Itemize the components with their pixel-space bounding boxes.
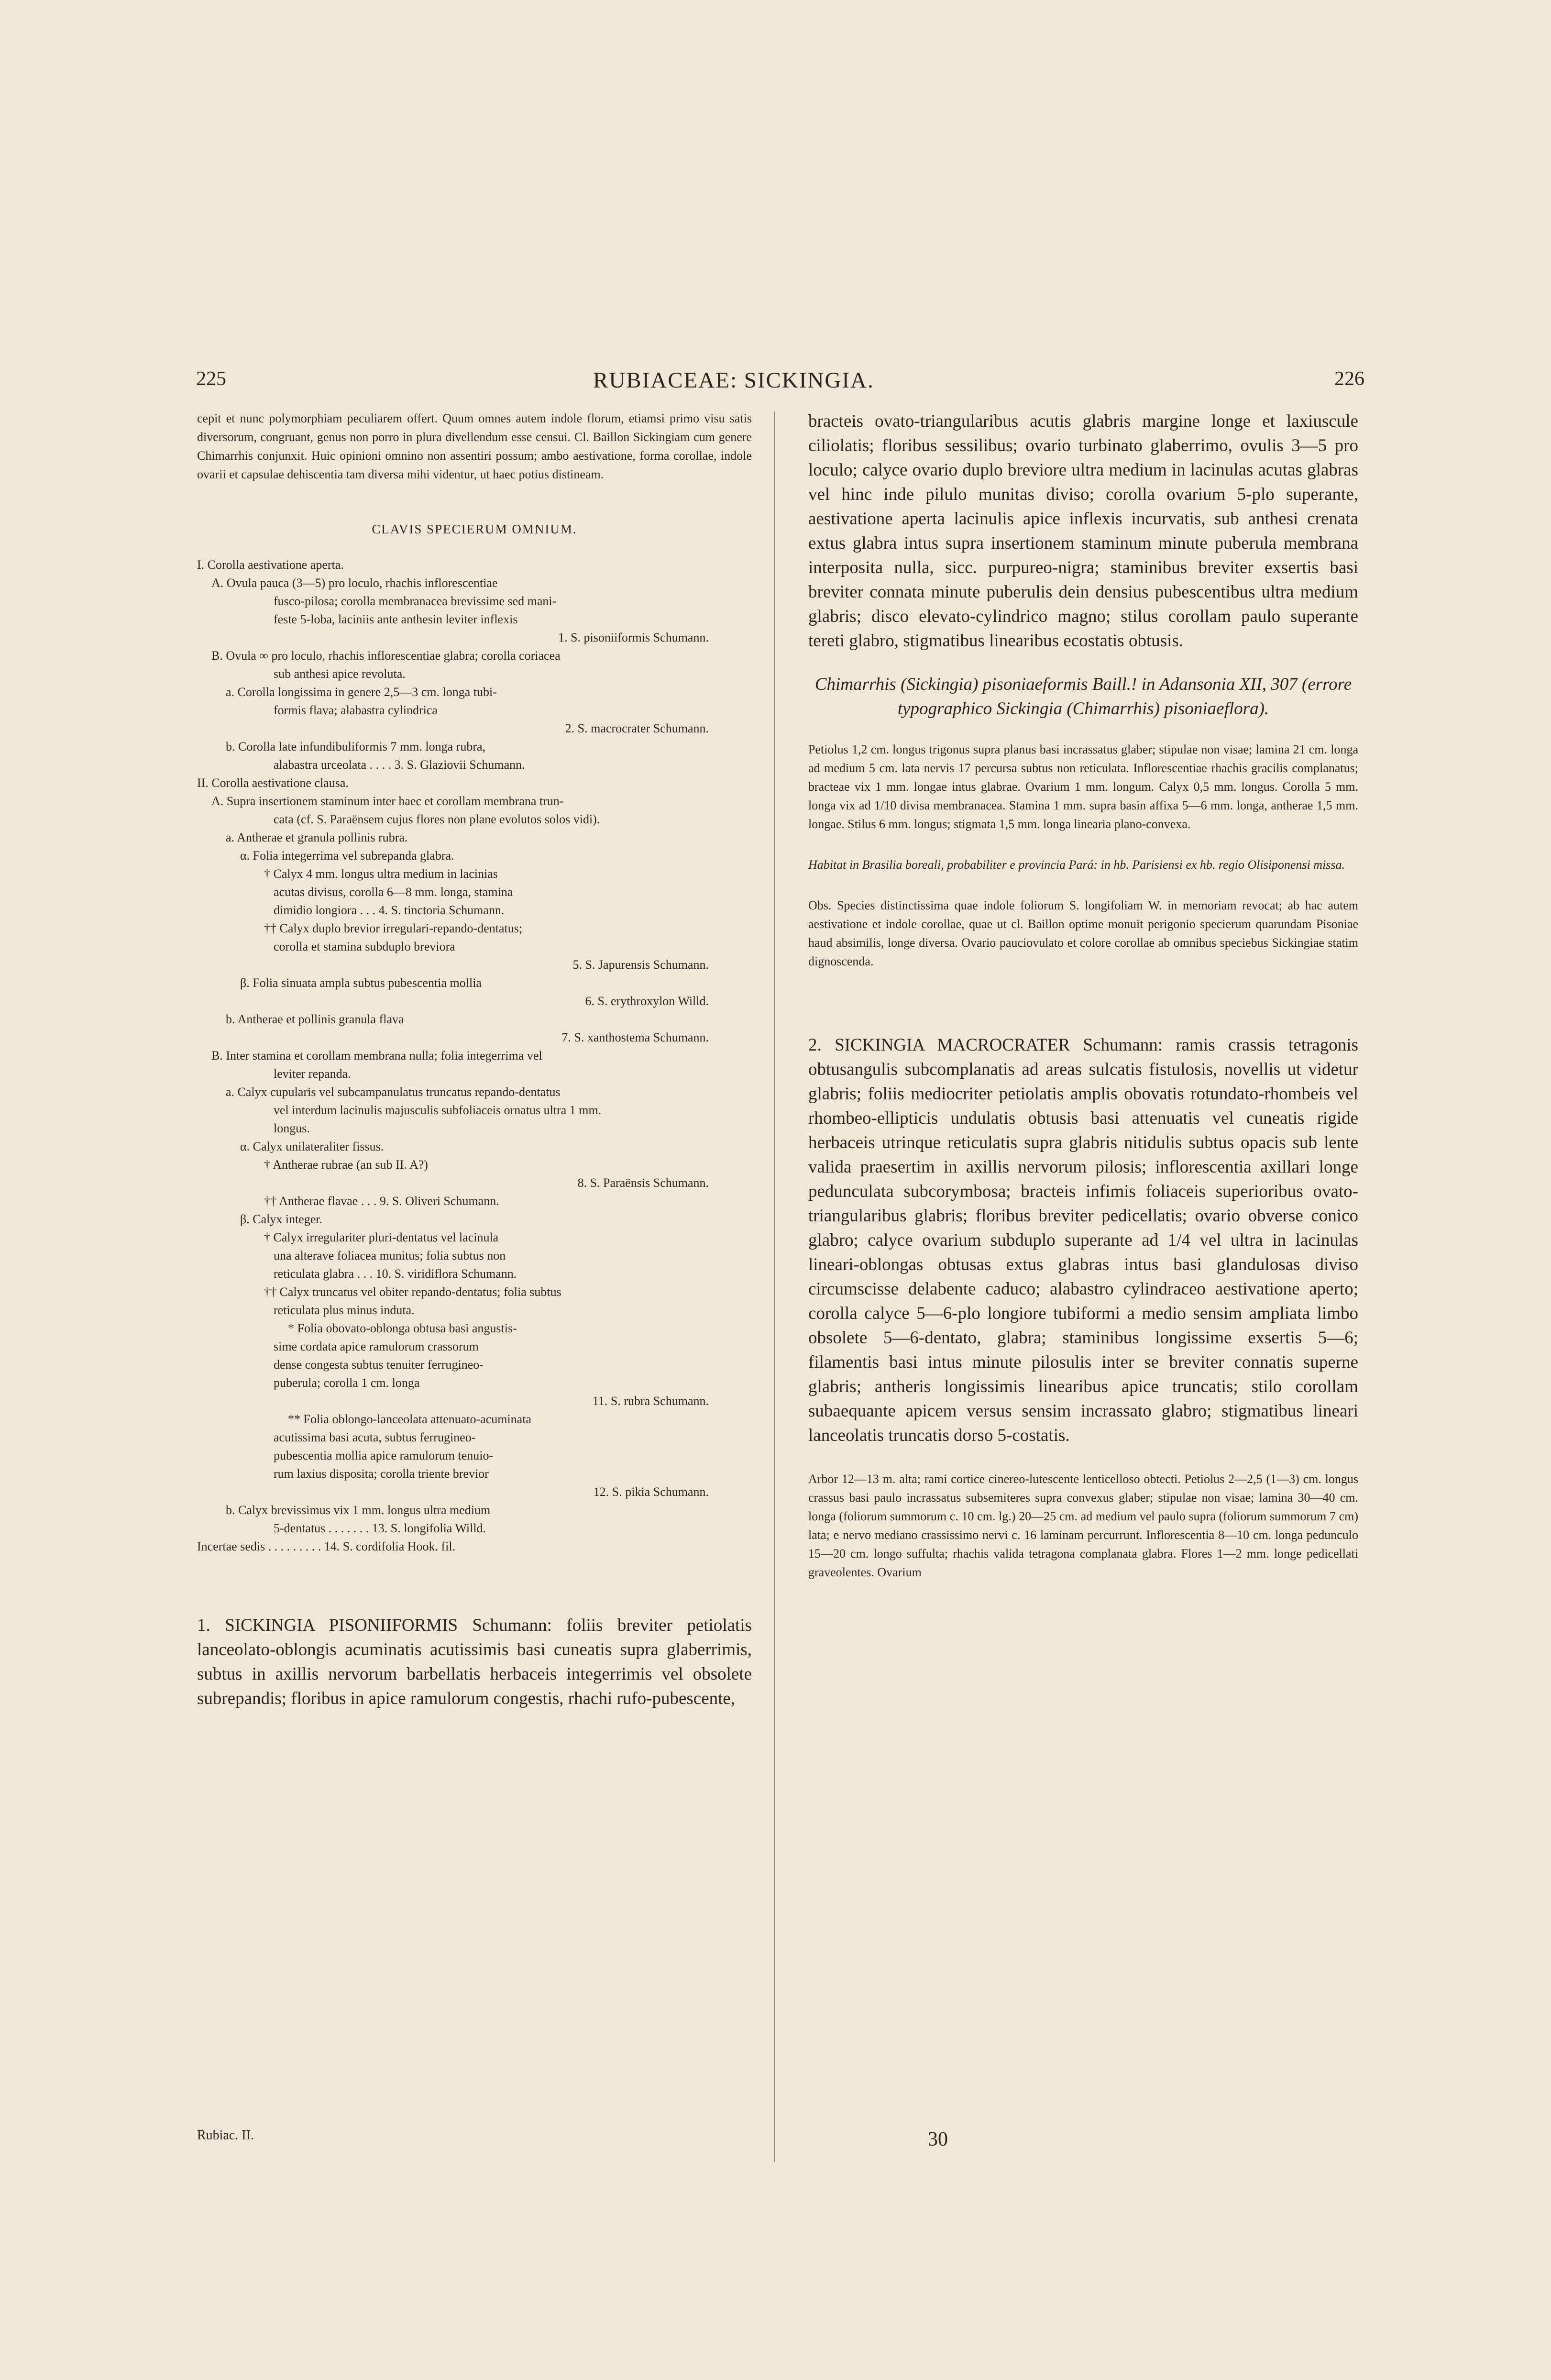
key-line: 6. S. erythroxylon Willd.: [585, 994, 709, 1008]
key-line: B. Ovula ∞ pro loculo, rhachis inflorescentiae glabra; corolla coriacea: [211, 649, 561, 663]
key-line: acutissima basi acuta, subtus ferrugineo-: [274, 1430, 476, 1444]
key-line: †† Calyx truncatus vel obiter repando-dentatus; folia subtus: [264, 1285, 561, 1299]
key-line: dimidio longiora . . . 4. S. tinctoria Schumann.: [274, 903, 505, 917]
key-line: reticulata glabra . . . 10. S. viridiflora Schumann.: [274, 1267, 517, 1281]
key-line: longus.: [274, 1121, 310, 1135]
left-column: [197, 409, 752, 1711]
key-line: dense congesta subtus tenuiter ferrugineo-: [274, 1358, 484, 1372]
column-divider: [774, 411, 775, 2162]
key-line: β. Folia sinuata ampla subtus pubescentia mollia: [240, 976, 482, 990]
key-line: fusco-pilosa; corolla membranacea brevissime sed mani-: [274, 594, 557, 608]
key-line: † Calyx irregulariter pluri-dentatus vel lacinula: [264, 1230, 499, 1244]
key-line: 1. S. pisoniiformis Schumann.: [558, 631, 709, 644]
key-line: B. Inter stamina et corollam membrana nulla; folia integerrima vel: [211, 1049, 542, 1063]
running-title: RUBIACEAE: SICKINGIA.: [593, 368, 874, 393]
intro-paragraph: cepit et nunc polymorphiam peculiarem offert. Quum omnes autem indole florum, etiamsi primo visu satis diversorum, congruant, genus non porro in plura divellendum esse censui. Cl. Baillon Sickingiam cum genere Chimarrhis conjunxit. Huic opinioni omnino non assentiri possum; ambo aestivatione, forma corollae, indole ovarii et capsulae dehiscentia tam diversa mihi videntur, ut haec potius distineam.: [197, 411, 752, 481]
species-1-description: 1. SICKINGIA PISONIIFORMIS Schumann: foliis breviter petiolatis lanceolato-oblongis acuminatis acutissimis basi cuneatis supra glaberrimis, subtus in axillis nervorum barbellatis herbaceis integerrimis vel obsolete subrepandis; floribus in apice ramulorum congestis, rhachi rufo-pubescente,: [197, 1616, 752, 1708]
key-line: 5. S. Japurensis Schumann.: [572, 958, 709, 972]
key-line: A. Ovula pauca (3—5) pro loculo, rhachis inflorescentiae: [211, 576, 498, 590]
key-line: 7. S. xanthostema Schumann.: [561, 1030, 709, 1044]
page-header: [0, 0, 1551, 431]
key-line: b. Calyx brevissimus vix 1 mm. longus ultra medium: [226, 1503, 491, 1517]
key-line: 2. S. macrocrater Schumann.: [565, 721, 709, 735]
key-line: Incertae sedis . . . . . . . . . 14. S. cordifolia Hook. fil.: [197, 1539, 456, 1553]
key-line: A. Supra insertionem staminum inter haec et corollam membrana trun-: [211, 794, 564, 808]
key-line: α. Folia integerrima vel subrepanda glabra.: [240, 849, 454, 863]
key-line: 11. S. rubra Schumann.: [592, 1394, 709, 1408]
key-line: †† Calyx duplo brevior irregulari-repando-dentatus;: [264, 921, 523, 935]
key-line: alabastra urceolata . . . . 3. S. Glaziovii Schumann.: [274, 758, 525, 772]
key-line: vel interdum lacinulis majusculis subfoliaceis ornatus ultra 1 mm.: [274, 1103, 602, 1117]
key-line: II. Corolla aestivatione clausa.: [197, 776, 349, 790]
species-1-measurements: Petiolus 1,2 cm. longus trigonus supra planus basi incrassatus glaber; stipulae non visae; lamina 21 cm. longa ad medium 5 cm. lata nervis 17 percursa subtus non reticulata. Inflorescentiae rhachis gracilis complanatus; bracteae vix 1 mm. longae intus glabrae. Ovarium 1 mm. longum. Calyx 0,5 mm. longus. Corolla 5 mm. longa vix ad 1/10 divisa membranacea. Stamina 1 mm. supra basin affixa 5—6 mm. longa, antherae 1,5 mm. longae. Stilus 6 mm. longus; stigmata 1,5 mm. longa linearia plano-convexa.: [808, 742, 1358, 831]
species-1-continuation: bracteis ovato-triangularibus acutis glabris margine longe et laxiuscule ciliolatis; floribus sessilibus; ovario turbinato glaberrimo, ovulis 3—5 pro loculo; calyce ovario duplo breviore ultra medium in lacinulas acutas glabras vel hinc inde pilulo munitas diviso; corolla ovarium 5-plo superante, aestivatione aperta lacinulis apice inflexis incurvatis, sub anthesi crenata extus glabra intus supra insertionem staminum minute puberula membrana interposita nulla, sicc. purpureo-nigra; staminibus breviter exsertis basi breviter connata minute puberulis dein densius pubescentibus ultra medium glabris; disco elevato-cylindrico magno; stilus corollam paulo superante tereti glabro, stigmatibus linearibus ecostatis obtusis.: [808, 411, 1358, 651]
species-2-description: 2. SICKINGIA MACROCRATER Schumann: ramis crassis tetragonis obtusangulis subcomplanatis ad areas sulcatis fistulosis, novellis ut videtur glabris; foliis mediocriter petiolatis amplis obovatis rotundato-rhombeis vel rhombeo-ellipticis undulatis obtusis basi attenuatis vel cuneatis rigide herbaceis utrinque reticulatis supra glabris nitidulis subtus opacis sub lente valida praesertim in axillis nervorum pilosis; inflorescentia axillari longe pedunculata subcorymbosa; bracteis infimis foliaceis superioribus ovato-triangularibus glabris; floribus breviter pedicellatis; ovario obverse conico glabro; calyce ovarium subduplo superante ad 1/4 vel ultra in lacinulas lineari-oblongas obtusas extus glabras intus basi glandulosas diviso circumscisse delabente caduco; alabastro cylindraceo aestivatione aperto; corolla calyce 5—6-plo longiore tubiformi a medio sensim ampliata limbo obsolete 5—6-dentato, glabra; staminibus longissime exsertis 5—6; filamentis basi intus minute pilosulis inter se breviter connatis superne glabris; antheris longissimis linearibus apice truncatis; stilo corollam subaequante apicem versus sensim incrassato glabro; stigmatibus lineari lanceolatis truncatis dorso 5-costatis.: [808, 1035, 1358, 1445]
key-line: pubescentia mollia apice ramulorum tenuio-: [274, 1449, 494, 1462]
key-line: reticulata plus minus induta.: [274, 1303, 415, 1317]
key-line: † Calyx 4 mm. longus ultra medium in lacinias: [264, 867, 498, 881]
key-line: leviter repanda.: [274, 1067, 351, 1081]
footer-signature: Rubiac. II.: [197, 2128, 254, 2143]
key-line: b. Corolla late infundibuliformis 7 mm. longa rubra,: [226, 740, 486, 753]
species-1-citation: Chimarrhis (Sickingia) pisoniaeformis Baill.! in Adansonia XII, 307 (errore typographico Sickingia (Chimarrhis) pisoniaeflora).: [814, 675, 1352, 719]
page-number-right: 226: [1334, 368, 1364, 390]
key-line: ** Folia oblongo-lanceolata attenuato-acuminata: [288, 1412, 531, 1426]
species-1-habitat: Habitat in Brasilia boreali, probabiliter e provincia Pará: in hb. Parisiensi ex hb. regio Olisiponensi missa.: [808, 858, 1345, 872]
key-line: a. Calyx cupularis vel subcampanulatus truncatus repando-dentatus: [226, 1085, 561, 1099]
species-1-observation: Obs. Species distinctissima quae indole foliorum S. longifoliam W. in memoriam revocat; ab hac autem aestivatione et indole corollae, quae ut cl. Baillon optime monuit perigonio specierum quarundam Pisoniae haud absimilis, longe diversa. Ovario pauciovulato et colore corollae ab omnibus speciebus Sickingiae statim dignoscenda.: [808, 898, 1358, 968]
species-key: [197, 556, 752, 1556]
right-column: [808, 409, 1358, 1582]
key-line: †† Antherae flavae . . . 9. S. Oliveri Schumann.: [264, 1194, 499, 1208]
key-line: b. Antherae et pollinis granula flava: [226, 1012, 404, 1026]
key-line: β. Calyx integer.: [240, 1212, 323, 1226]
key-line: una alterave foliacea munitus; folia subtus non: [274, 1249, 506, 1262]
key-line: 8. S. Paraënsis Schumann.: [577, 1176, 709, 1190]
key-line: * Folia obovato-oblonga obtusa basi angustis-: [288, 1321, 517, 1335]
key-line: corolla et stamina subduplo breviora: [274, 940, 455, 953]
key-line: I. Corolla aestivatione aperta.: [197, 558, 344, 572]
key-line: puberula; corolla 1 cm. longa: [274, 1376, 420, 1390]
key-line: rum laxius disposita; corolla triente brevior: [274, 1467, 489, 1481]
key-line: a. Antherae et granula pollinis rubra.: [226, 830, 408, 844]
key-line: † Antherae rubrae (an sub II. A?): [264, 1158, 428, 1172]
key-line: sub anthesi apice revoluta.: [274, 667, 406, 681]
key-line: acutas divisus, corolla 6—8 mm. longa, stamina: [274, 885, 513, 899]
key-line: cata (cf. S. Paraënsem cujus flores non plane evolutos solos vidi).: [274, 812, 600, 826]
key-line: 12. S. pikia Schumann.: [593, 1485, 709, 1499]
page-number-left: 225: [196, 368, 226, 390]
key-title: CLAVIS SPECIERUM OMNIUM.: [372, 522, 577, 536]
key-line: 5-dentatus . . . . . . . 13. S. longifolia Willd.: [274, 1521, 486, 1535]
key-line: sime cordata apice ramulorum crassorum: [274, 1339, 479, 1353]
footer-sheet-number: 30: [928, 2128, 948, 2150]
key-line: feste 5-loba, laciniis ante anthesin leviter inflexis: [274, 612, 518, 626]
key-line: formis flava; alabastra cylindrica: [274, 703, 438, 717]
key-line: a. Corolla longissima in genere 2,5—3 cm. longa tubi-: [226, 685, 497, 699]
species-2-measurements: Arbor 12—13 m. alta; rami cortice cinereo-lutescente lenticelloso obtecti. Petiolus 2—2,5 (1—3) cm. longus crassus basi paulo incrassatus subsemiteres supra convexus glaber; stipulae non visae; lamina 30—40 cm. longa (foliorum summorum c. 10 cm. lg.) 20—25 cm. ad medium vel paulo supra (foliorum summorum 7 cm) lata; e nervo mediano crassissimo nervi c. 16 laminam percurrunt. Inflorescentia 8—10 cm. longa pedunculo 15—20 cm. longo suffulta; rhachis valida tetragona complanata glabra. Flores 1—2 mm. longe pedicellati graveolentes. Ovarium: [808, 1472, 1358, 1579]
key-line: α. Calyx unilateraliter fissus.: [240, 1140, 384, 1153]
